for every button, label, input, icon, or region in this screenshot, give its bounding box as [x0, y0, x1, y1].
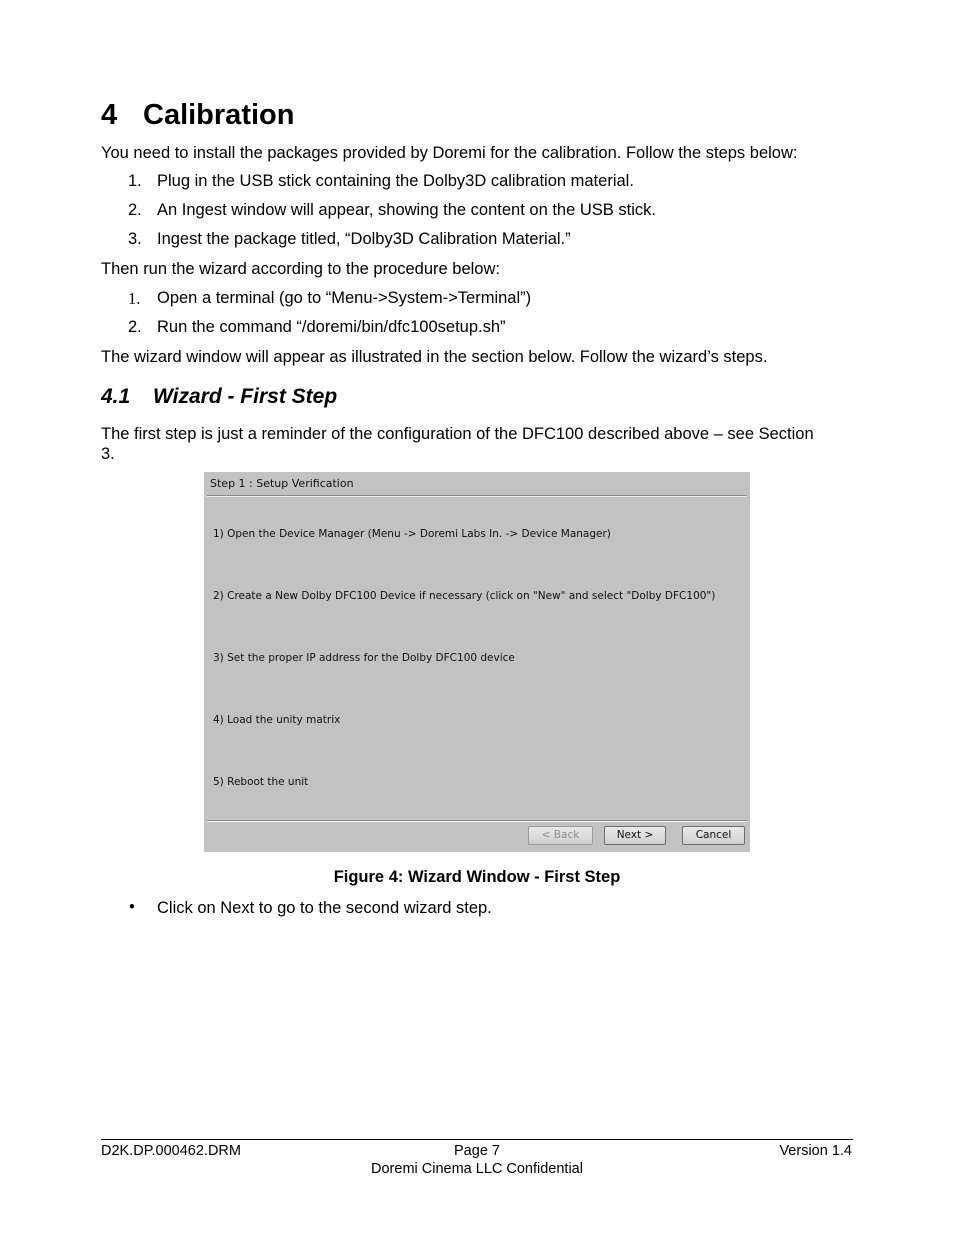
- wizard-step-item: 5) Reboot the unit: [213, 776, 309, 788]
- list-item: Run the command “/doremi/bin/dfc100setup.sh”: [157, 318, 506, 336]
- section-paragraph-line1: The first step is just a reminder of the configuration of the DFC100 described above – see Section: [101, 425, 814, 443]
- chapter-heading: [101, 99, 294, 132]
- list-item-number: 1.: [128, 289, 141, 308]
- wizard-window-screenshot: [204, 472, 750, 852]
- bullet-item: Click on Next to go to the second wizard step.: [157, 899, 492, 917]
- section-number: 4.1: [101, 385, 131, 408]
- footer-divider: [101, 1139, 853, 1140]
- divider: [207, 495, 747, 497]
- back-button[interactable]: < Back: [528, 826, 593, 845]
- list-item-number: 1.: [128, 172, 142, 190]
- wizard-title: Step 1 : Setup Verification: [210, 477, 354, 490]
- wizard-step-item: 2) Create a New Dolby DFC100 Device if necessary (click on "New" and select "Dolby DFC100"): [213, 590, 716, 602]
- footer-doc-id: D2K.DP.000462.DRM: [101, 1143, 241, 1159]
- intro-paragraph: You need to install the packages provided by Doremi for the calibration. Follow the steps below:: [101, 144, 798, 162]
- cancel-button[interactable]: Cancel: [682, 826, 745, 845]
- footer-confidential: Doremi Cinema LLC Confidential: [371, 1161, 583, 1177]
- footer-page-number: Page 7: [454, 1143, 500, 1159]
- figure-caption: Figure 4: Wizard Window - First Step: [333, 868, 621, 886]
- wizard-step-item: 1) Open the Device Manager (Menu -> Doremi Labs In. -> Device Manager): [213, 528, 611, 540]
- bullet-marker: •: [129, 898, 135, 916]
- list-item: Plug in the USB stick containing the Dolby3D calibration material.: [157, 172, 634, 190]
- wizard-step-item: 3) Set the proper IP address for the Dolby DFC100 device: [213, 652, 515, 664]
- chapter-number: 4: [101, 99, 118, 131]
- list-item: Open a terminal (go to “Menu->System->Terminal”): [157, 289, 532, 307]
- list-item-number: 2.: [128, 318, 142, 336]
- wizard-paragraph: The wizard window will appear as illustrated in the section below. Follow the wizard’s steps.: [101, 348, 768, 366]
- chapter-title: Calibration: [143, 99, 295, 131]
- divider: [207, 820, 747, 822]
- then-paragraph: Then run the wizard according to the procedure below:: [101, 260, 500, 278]
- wizard-step-item: 4) Load the unity matrix: [213, 714, 341, 726]
- next-button[interactable]: Next >: [604, 826, 666, 845]
- list-item: An Ingest window will appear, showing the content on the USB stick.: [157, 201, 656, 219]
- list-item: Ingest the package titled, “Dolby3D Calibration Material.”: [157, 230, 571, 248]
- list-item-number: 2.: [128, 201, 142, 219]
- section-heading: [101, 385, 337, 409]
- footer-version: Version 1.4: [779, 1143, 852, 1159]
- section-title: Wizard - First Step: [153, 385, 338, 408]
- section-paragraph-line2: 3.: [101, 445, 115, 463]
- list-item-number: 3.: [128, 230, 142, 248]
